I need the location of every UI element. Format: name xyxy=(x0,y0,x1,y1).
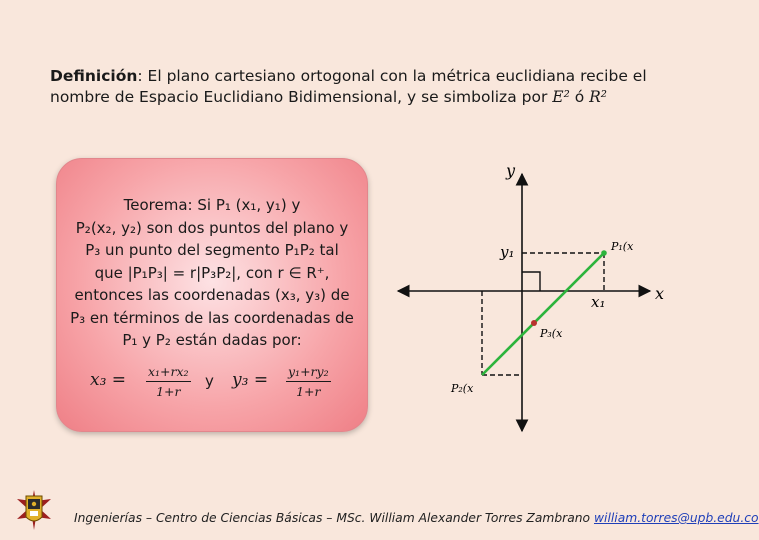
x3-denominator: 1+r xyxy=(156,384,181,399)
y3-numerator: y₁+ry₂ xyxy=(286,364,331,382)
right-angle-mark xyxy=(522,272,540,291)
definition-text: : El plano cartesiano ortogonal con la métrica euclidiana recibe el nombre de Espacio Euclidiano Bidimensional, y se simboliza por xyxy=(50,67,647,106)
theorem-line-2: P₂(x₂, y₂) son dos puntos del plano y xyxy=(75,218,349,237)
p2-label: P₂(x xyxy=(451,382,474,395)
p3-label: P₃(x xyxy=(540,327,563,340)
theorem-line-7: P₁ y P₂ están dadas por: xyxy=(122,331,302,349)
y3-lhs: y₃ = xyxy=(232,370,269,390)
footer-email-link[interactable]: william.torres@upb.edu.co xyxy=(593,511,759,525)
theorem-line-4: que |P₁P₃| = r|P₃P₂|, con r ∈ R⁺, xyxy=(94,263,330,282)
x-axis-label: x xyxy=(655,284,665,303)
coordinate-diagram xyxy=(396,156,686,441)
x3-fraction xyxy=(146,364,191,399)
and-word: y xyxy=(205,372,214,390)
theorem-text xyxy=(64,194,360,352)
symbol-r2: R² xyxy=(589,88,608,106)
x3-numerator: x₁+rx₂ xyxy=(146,364,191,382)
x3-lhs: x₃ = xyxy=(90,370,127,390)
definition-label: Definición xyxy=(50,67,138,85)
segment-p1p2 xyxy=(482,253,604,375)
x1-label: x₁ xyxy=(591,293,606,311)
y3-denominator: 1+r xyxy=(296,384,321,399)
y3-fraction xyxy=(286,364,331,399)
definition-connector: ó xyxy=(569,88,590,106)
definition-paragraph xyxy=(50,66,700,108)
theorem-line-6: P₃ en términos de las coordenadas de xyxy=(70,308,354,327)
y-axis-label: y xyxy=(506,161,516,180)
university-seal-logo xyxy=(13,487,55,533)
theorem-line-5: entonces las coordenadas (x₃, y₃) de xyxy=(74,286,350,304)
symbol-e2: E² xyxy=(552,88,570,106)
point-p3 xyxy=(531,320,537,326)
footer-text: Ingenierías – Centro de Ciencias Básicas – MSc. William Alexander Torres Zambrano xyxy=(74,511,594,525)
footer xyxy=(74,511,759,525)
y1-label: y₁ xyxy=(500,243,515,261)
formula-row xyxy=(72,364,362,404)
p1-label: P₁(x xyxy=(611,240,634,253)
theorem-line-1: Teorema: Si P₁ (x₁, y₁) y xyxy=(123,196,301,214)
point-p1 xyxy=(601,250,607,256)
theorem-line-3: P₃ un punto del segmento P₁P₂ tal xyxy=(85,241,339,259)
